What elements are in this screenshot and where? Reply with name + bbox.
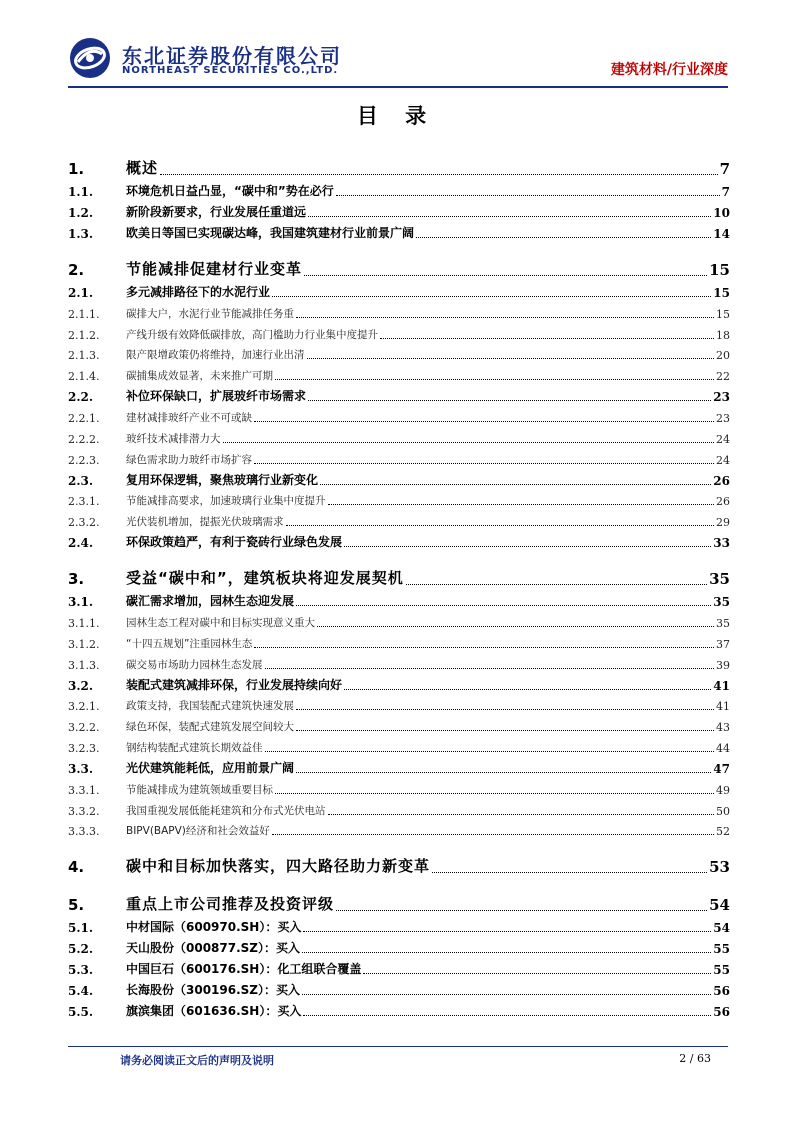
- toc-leader-dots: [336, 195, 720, 196]
- toc-entry-title: 受益“碳中和”，建筑板块将迎发展契机: [126, 569, 404, 588]
- toc-entry-number: 3.2.1.: [68, 700, 100, 714]
- toc-entry-page: 14: [713, 227, 730, 241]
- toc-leader-dots: [275, 379, 714, 380]
- toc-entry-page: 55: [713, 942, 730, 957]
- toc-entry-number: 2.2.3.: [68, 453, 100, 467]
- toc-entry-number: 5.4.: [68, 984, 94, 999]
- toc-entry[interactable]: [68, 882, 730, 914]
- toc-entry-page: 24: [716, 432, 730, 446]
- toc-entry-page: 7: [719, 160, 730, 178]
- toc-entry-title: 欧美日等国已实现碳达峰，我国建筑建材行业前景广阔: [126, 226, 415, 240]
- toc-entry-title: BIPV(BAPV)经济和社会效益好: [126, 825, 270, 838]
- toc-entry[interactable]: [68, 404, 730, 425]
- toc-leader-dots: [406, 584, 707, 585]
- toc-entry[interactable]: [68, 529, 730, 550]
- toc-entry-page: 53: [709, 858, 730, 877]
- toc-entry-number: 3.2.: [68, 678, 94, 693]
- toc-entry[interactable]: [68, 672, 730, 693]
- toc-entry-page: 37: [716, 637, 730, 651]
- toc-entry-number: 3.3.: [68, 761, 94, 776]
- toc-entry-number: 2.1.2.: [68, 328, 100, 342]
- toc-entry-number: 2.3.1.: [68, 495, 100, 509]
- toc-entry-title: 环保政策趋严，有利于瓷砖行业绿色发展: [126, 535, 343, 550]
- footer-divider: [68, 1046, 728, 1047]
- toc-entry-number: 2.3.: [68, 473, 94, 488]
- company-name-en: NORTHEAST SECURITIES CO.,LTD.: [122, 65, 339, 76]
- toc-entry-page: 49: [716, 783, 730, 797]
- toc-entry-number: 3.3.2.: [68, 804, 100, 818]
- toc-entry-title: 中国巨石（600176.SH）：化工组联合覆盖: [126, 962, 362, 977]
- toc-leader-dots: [160, 174, 718, 175]
- toc-entry[interactable]: [68, 342, 730, 363]
- toc-entry-number: 5.2.: [68, 942, 94, 957]
- toc-entry-title: 政策支持，我国装配式建筑快速发展: [126, 700, 294, 713]
- toc-entry-number: 2.1.4.: [68, 370, 100, 384]
- toc-entry-number: 2.2.: [68, 390, 94, 405]
- toc-entry-title: 碳中和目标加快落实，四大路径助力新变革: [126, 857, 431, 876]
- toc-leader-dots: [344, 546, 711, 547]
- toc-entry-page: 22: [716, 370, 730, 384]
- page-number: 2 / 63: [679, 1052, 711, 1065]
- toc-entry-title: 旗滨集团（601636.SH）：买入: [126, 1004, 302, 1019]
- toc-entry-page: 43: [716, 721, 730, 735]
- toc-entry-number: 2.4.: [68, 536, 94, 551]
- toc-title: 目 录: [356, 104, 437, 128]
- toc-entry-page: 54: [713, 921, 730, 936]
- toc-entry-number: 5.: [68, 896, 85, 915]
- toc-leader-dots: [254, 463, 714, 464]
- toc-entry[interactable]: [68, 488, 730, 509]
- company-name-cn: 东北证券股份有限公司: [122, 44, 342, 68]
- toc-entry-title: 绿色环保，装配式建筑发展空间较大: [126, 721, 294, 734]
- toc-entry[interactable]: [68, 914, 730, 935]
- toc-entry-number: 3.1.: [68, 595, 94, 610]
- footer-disclaimer: 请务必阅读正文后的声明及说明: [120, 1054, 274, 1067]
- toc-entry-number: 5.1.: [68, 921, 94, 936]
- toc-leader-dots: [308, 400, 711, 401]
- toc-entry-number: 3.2.3.: [68, 741, 100, 755]
- company-logo-icon: [68, 36, 112, 80]
- toc-entry-title: 长海股份（300196.SZ）：买入: [126, 983, 301, 998]
- toc-leader-dots: [296, 709, 714, 710]
- toc-entry[interactable]: [68, 220, 730, 241]
- toc-entry-page: 15: [713, 286, 730, 300]
- toc-entry-title: 装配式建筑减排环保，行业发展持续向好: [126, 677, 343, 692]
- toc-entry[interactable]: [68, 425, 730, 446]
- toc-leader-dots: [317, 626, 714, 627]
- toc-entry-page: 56: [713, 1005, 730, 1020]
- toc-entry[interactable]: [68, 651, 730, 672]
- toc-entry-number: 5.3.: [68, 963, 94, 978]
- toc-entry[interactable]: [68, 609, 730, 630]
- toc-leader-dots: [296, 772, 711, 773]
- toc-leader-dots: [265, 751, 715, 752]
- toc-entry-title: 绿色需求助力玻纤市场扩容: [126, 453, 252, 466]
- toc-entry-page: 35: [716, 616, 730, 630]
- toc-entry[interactable]: [68, 146, 730, 178]
- toc-entry[interactable]: [68, 300, 730, 321]
- toc-leader-dots: [363, 973, 711, 974]
- toc-entry-title: 限产限增政策仍将维持，加速行业出清: [126, 349, 305, 362]
- toc-entry-number: 3.1.3.: [68, 658, 100, 672]
- toc-entry-page: 47: [713, 761, 730, 776]
- toc-leader-dots: [416, 237, 711, 238]
- toc-entry-title: 新阶段新要求，行业发展任重道远: [126, 205, 307, 219]
- toc-leader-dots: [303, 1015, 711, 1016]
- toc-entry-page: 50: [716, 804, 730, 818]
- toc-entry[interactable]: [68, 935, 730, 956]
- toc-entry-number: 5.5.: [68, 1005, 94, 1020]
- toc-entry-number: 1.3.: [68, 227, 94, 241]
- toc-leader-dots: [272, 296, 711, 297]
- report-category: 建筑材料/行业深度: [610, 62, 728, 78]
- toc-entry-title: 节能减排成为建筑领域重要目标: [126, 783, 273, 796]
- toc-entry-title: 碳交易市场助力园林生态发展: [126, 658, 263, 671]
- toc-entry-number: 3.2.2.: [68, 721, 100, 735]
- toc-entry-number: 2.2.2.: [68, 432, 100, 446]
- toc-entry-number: 4.: [68, 858, 85, 877]
- toc-entry-page: 41: [716, 700, 730, 714]
- toc-entry-title: 重点上市公司推荐及投资评级: [126, 895, 335, 914]
- toc-entry-title: 建材减排玻纤产业不可或缺: [126, 411, 252, 424]
- toc-entry-number: 3.1.2.: [68, 637, 100, 651]
- toc-entry[interactable]: [68, 467, 730, 488]
- toc-entry-title: 园林生态工程对碳中和目标实现意义重大: [126, 616, 315, 629]
- toc-entry-title: 我国重视发展低能耗建筑和分布式光伏电站: [126, 804, 326, 817]
- toc-leader-dots: [432, 872, 707, 873]
- toc-leader-dots: [272, 834, 714, 835]
- toc-entry-title: 节能减排促建材行业变革: [126, 260, 303, 278]
- toc-entry-title: 多元减排路径下的水泥行业: [126, 285, 271, 299]
- toc-entry[interactable]: [68, 776, 730, 797]
- toc-entry-title: 光伏建筑能耗低，应用前景广阔: [126, 760, 295, 775]
- toc-entry-number: 2.1.1.: [68, 307, 100, 321]
- toc-leader-dots: [380, 338, 714, 339]
- toc-entry[interactable]: [68, 956, 730, 977]
- toc-entry-page: 10: [713, 206, 730, 220]
- toc-entry-page: 35: [709, 570, 730, 589]
- toc-entry[interactable]: [68, 247, 730, 279]
- toc-entry[interactable]: [68, 588, 730, 609]
- toc-entry-title: 钢结构装配式建筑长期效益佳: [126, 741, 263, 754]
- toc-entry[interactable]: [68, 755, 730, 776]
- toc-entry-page: 15: [709, 261, 730, 279]
- toc-leader-dots: [286, 525, 715, 526]
- toc-entry-page: 23: [713, 390, 730, 405]
- toc-entry[interactable]: [68, 556, 730, 588]
- toc-entry-page: 26: [713, 473, 730, 488]
- toc-leader-dots: [320, 484, 711, 485]
- toc-entry-title: 节能减排高要求，加速玻璃行业集中度提升: [126, 495, 326, 508]
- toc-entry-title: 碳汇需求增加，园林生态迎发展: [126, 594, 295, 609]
- toc-leader-dots: [336, 910, 707, 911]
- toc-entry-number: 3.3.1.: [68, 783, 100, 797]
- toc-entry-page: 54: [709, 896, 730, 915]
- toc-entry-page: 23: [716, 411, 730, 425]
- toc-entry-title: 产线升级有效降低碳排放，高门槛助力行业集中度提升: [126, 328, 378, 341]
- toc-entry-number: 2.: [68, 261, 85, 279]
- toc-entry-page: 24: [716, 453, 730, 467]
- toc-entry-title: 天山股份（000877.SZ）：买入: [126, 941, 301, 956]
- toc-entry-page: 33: [713, 536, 730, 551]
- toc-leader-dots: [275, 793, 714, 794]
- toc-entry-title: 碳捕集成效显著，未来推广可期: [126, 370, 273, 383]
- toc-leader-dots: [302, 952, 711, 953]
- table-of-contents: [68, 140, 730, 1019]
- toc-entry-title: 中材国际（600970.SH）：买入: [126, 920, 302, 935]
- toc-entry[interactable]: [68, 178, 730, 199]
- toc-entry-page: 18: [716, 328, 730, 342]
- toc-entry[interactable]: [68, 321, 730, 342]
- toc-entry[interactable]: [68, 713, 730, 734]
- toc-entry[interactable]: [68, 508, 730, 529]
- toc-entry[interactable]: [68, 844, 730, 876]
- toc-entry-number: 1.: [68, 160, 85, 178]
- toc-entry-title: 光伏装机增加，提振光伏玻璃需求: [126, 516, 284, 529]
- toc-leader-dots: [344, 689, 711, 690]
- toc-leader-dots: [265, 668, 715, 669]
- toc-entry-title: 补位环保缺口，扩展玻纤市场需求: [126, 389, 307, 404]
- toc-leader-dots: [296, 317, 714, 318]
- toc-leader-dots: [303, 931, 711, 932]
- toc-leader-dots: [328, 504, 715, 505]
- toc-entry[interactable]: [68, 630, 730, 651]
- toc-leader-dots: [223, 442, 715, 443]
- toc-entry-number: 1.1.: [68, 185, 94, 199]
- toc-entry-number: 3.3.3.: [68, 825, 100, 839]
- toc-entry-page: 39: [716, 658, 730, 672]
- toc-entry-page: 44: [716, 741, 730, 755]
- toc-entry-page: 29: [716, 516, 730, 530]
- toc-entry-title: 概述: [126, 159, 159, 177]
- toc-entry-number: 1.2.: [68, 206, 94, 220]
- toc-leader-dots: [254, 647, 714, 648]
- toc-entry-page: 26: [716, 495, 730, 509]
- header-divider: [68, 86, 728, 88]
- toc-entry-number: 2.1.: [68, 286, 94, 300]
- toc-leader-dots: [328, 814, 715, 815]
- toc-entry-page: 35: [713, 595, 730, 610]
- toc-entry-page: 20: [716, 349, 730, 363]
- toc-entry-number: 3.1.1.: [68, 616, 100, 630]
- toc-entry-number: 2.3.2.: [68, 516, 100, 530]
- toc-entry[interactable]: [68, 693, 730, 714]
- toc-leader-dots: [304, 275, 707, 276]
- toc-leader-dots: [307, 358, 715, 359]
- toc-leader-dots: [302, 994, 711, 995]
- toc-entry-number: 2.1.3.: [68, 349, 100, 363]
- toc-entry-page: 55: [713, 963, 730, 978]
- toc-entry[interactable]: [68, 199, 730, 220]
- toc-entry-page: 52: [716, 825, 730, 839]
- toc-entry-title: 碳排大户，水泥行业节能减排任务重: [126, 307, 294, 320]
- toc-entry-title: “十四五规划”注重园林生态: [126, 637, 253, 650]
- toc-leader-dots: [254, 421, 714, 422]
- toc-leader-dots: [296, 730, 714, 731]
- toc-entry[interactable]: [68, 362, 730, 383]
- toc-entry[interactable]: [68, 818, 730, 839]
- toc-entry[interactable]: [68, 998, 730, 1019]
- toc-entry-page: 7: [721, 185, 730, 199]
- toc-entry-number: 3.: [68, 570, 85, 589]
- toc-entry[interactable]: [68, 734, 730, 755]
- toc-entry-page: 56: [713, 984, 730, 999]
- toc-entry[interactable]: [68, 383, 730, 404]
- toc-entry[interactable]: [68, 797, 730, 818]
- toc-entry-title: 复用环保逻辑，聚焦玻璃行业新变化: [126, 472, 319, 487]
- toc-leader-dots: [308, 216, 711, 217]
- toc-entry-number: 2.2.1.: [68, 411, 100, 425]
- toc-entry-page: 15: [716, 307, 730, 321]
- toc-entry-page: 41: [713, 678, 730, 693]
- toc-entry[interactable]: [68, 977, 730, 998]
- toc-leader-dots: [296, 605, 711, 606]
- toc-entry-title: 玻纤技术减排潜力大: [126, 432, 221, 445]
- toc-entry-title: 环境危机日益凸显，“碳中和”势在必行: [126, 184, 334, 198]
- page-header: [68, 36, 728, 84]
- toc-entry[interactable]: [68, 279, 730, 300]
- toc-entry[interactable]: [68, 446, 730, 467]
